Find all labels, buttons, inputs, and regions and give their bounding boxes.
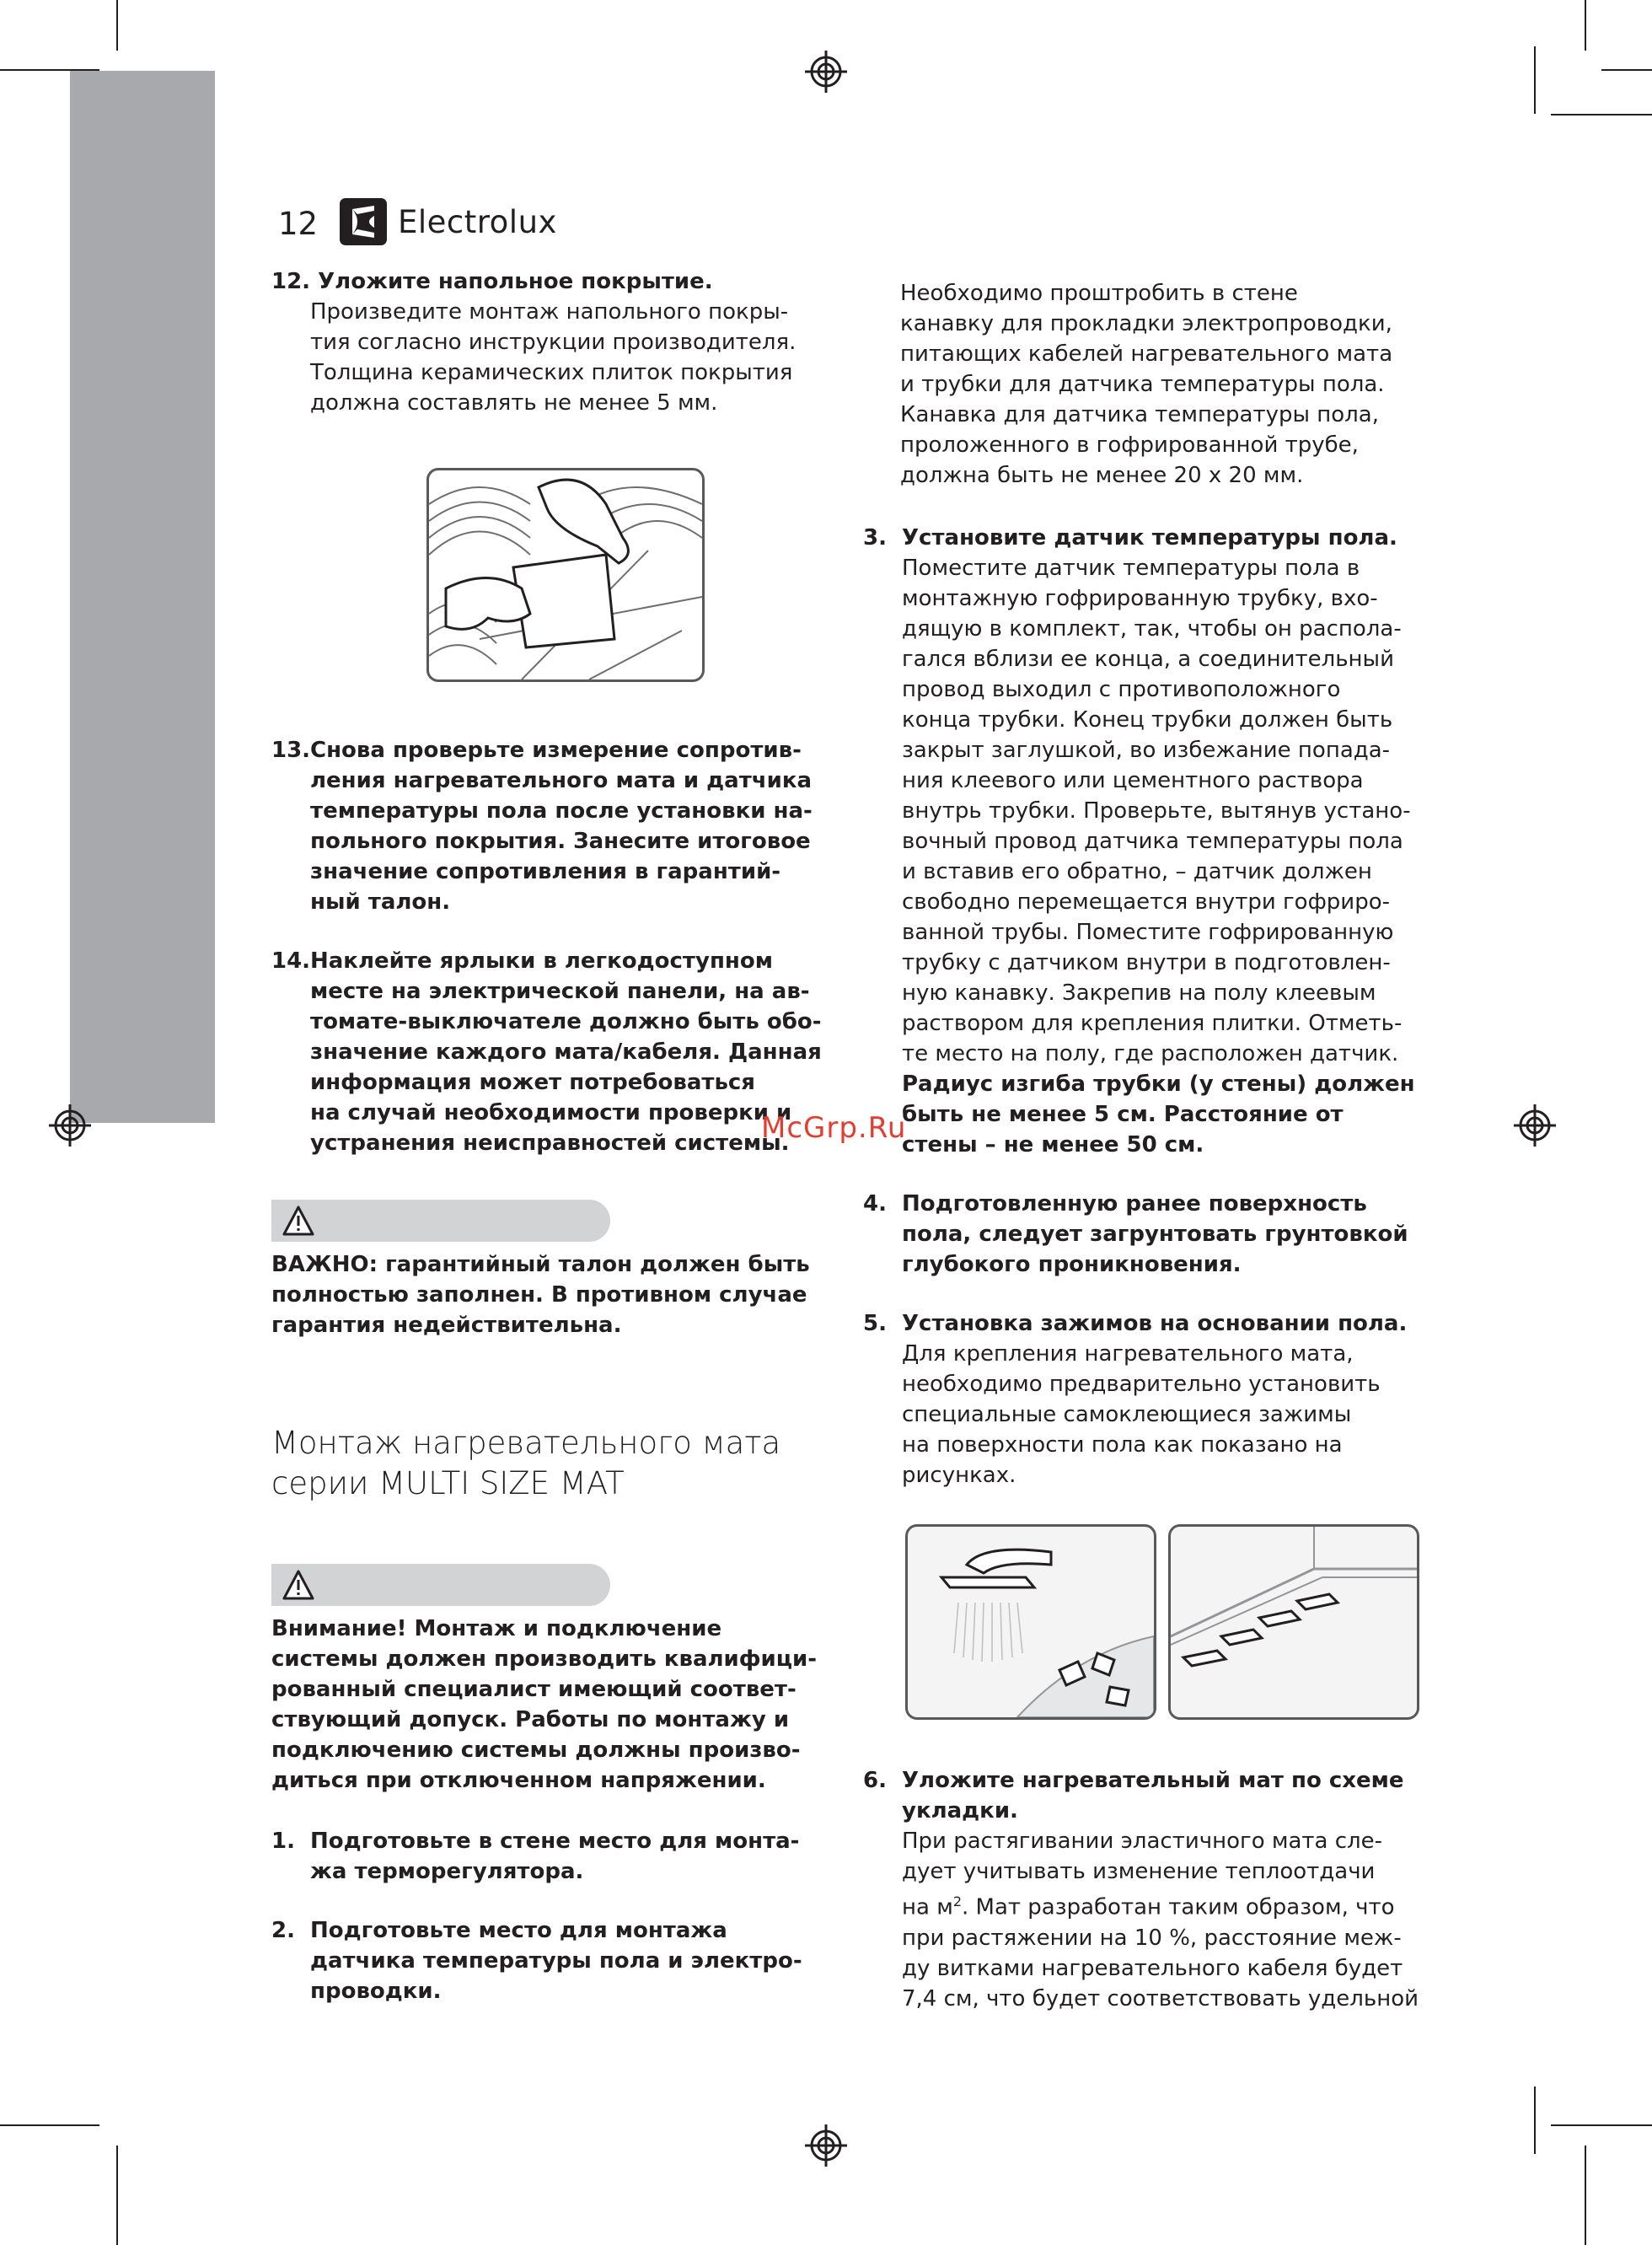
text-line: значение каждого мата/кабеля. Данная [310,1039,822,1065]
step-title: Уложите напольное покрытие. [318,269,713,294]
text-line: тия согласно инструкции производителя. [310,330,796,355]
crop-mark [116,0,118,51]
text-line: ную канавку. Закрепив на полу клеевым [902,980,1376,1006]
registration-mark-icon [805,51,847,93]
text-line: и вставив его обратно, – датчик должен [902,859,1372,884]
text-line: провод выходил с противоположного [902,677,1341,702]
crop-mark [116,2146,118,2245]
text-line: на поверхности пола как показано на [902,1432,1343,1458]
step-number: 6. [863,1768,887,1793]
step-14 [271,946,845,1158]
step-number: 2. [271,1918,295,1943]
electrolux-logo-icon [339,197,388,246]
text-line: Для крепления нагревательного мата, [902,1341,1354,1367]
text-line: ления нагревательного мата и датчика [310,768,813,793]
text-line: закрыт заглушкой, во избежание попада- [902,738,1391,763]
crop-mark [1601,69,1652,71]
gray-side-bar [70,71,215,1123]
clamp-placement-illustration [1168,1524,1419,1720]
warning-bar [271,1564,610,1606]
text-line [902,1887,1453,1923]
crop-mark [1551,114,1652,115]
watermark: McGrp.Ru [761,1111,907,1145]
tile-laying-illustration [426,468,705,682]
text-line: Необходимо проштробить в стене [900,281,1298,306]
registration-mark-icon [49,1104,91,1147]
clamp-peel-drawing [908,1527,1154,1717]
text-line: польного покрытия. Занесите итоговое [310,829,811,854]
step-4 [863,1189,1453,1280]
text-line: устранения неисправностей системы. [310,1131,790,1156]
crop-mark [1585,2146,1586,2245]
text-line: внутрь трубки. Проверьте, вытянув устано- [902,798,1411,824]
step-number: 1. [271,1829,295,1854]
clamp-peel-illustration [905,1524,1156,1720]
registration-mark-icon [1514,1104,1556,1147]
text-line: Произведите монтаж напольного покры- [310,299,789,325]
text-line: быть не менее 5 см. Расстояние от [902,1102,1344,1127]
text-line: пола, следует загрунтовать грунтовкой [902,1222,1408,1247]
text-line: гарантия недействительна. [271,1313,622,1338]
text-line: ния клеевого или цементного раствора [902,768,1364,793]
step-12 [271,266,845,418]
text-line: при растяжении на 10 %, расстояние меж- [902,1925,1402,1951]
qualified-installer-warning-text [271,1614,845,1796]
text-fragment: . Мат разработан таким образом, что [962,1894,1395,1920]
text-line: питающих кабелей нагревательного мата [900,341,1393,367]
text-line: датчика температуры пола и электро- [310,1948,802,1974]
text-line: должна составлять не менее 5 мм. [310,390,718,416]
text-line: информация может потребоваться [310,1070,755,1095]
text-line: проводки. [310,1979,442,2004]
text-line: температуры пола после установки на- [310,798,813,824]
step-number: 14. [271,948,311,974]
groove-intro-text [900,278,1456,491]
clamp-placement-drawing [1171,1527,1417,1717]
step-number: 12. [271,269,311,294]
step-13 [271,735,845,917]
text-line: рисунках. [902,1463,1016,1488]
text-line: значение сопротивления в гарантий- [310,859,781,884]
text-line: конца трубки. Конец трубки должен быть [902,707,1393,733]
text-line: Подготовьте место для монтажа [310,1918,727,1943]
text-line: Поместите датчик температуры пола в [902,556,1360,581]
text-line: полностью заполнен. В противном случае [271,1282,807,1308]
text-line: рованный специалист имеющий соответ- [271,1677,796,1702]
text-line: диться при отключенном напряжении. [271,1768,766,1793]
step-number: 4. [863,1191,887,1216]
crop-mark [1585,0,1586,51]
section-title [271,1423,845,1504]
text-line: канавку для прокладки электропроводки, [900,311,1392,336]
text-line: монтажную гофрированную трубку, вхо- [902,586,1378,611]
step-2 [271,1915,845,2006]
step-6 [863,1765,1453,2014]
crop-mark [1534,46,1536,114]
text-line: подключению системы должны произво- [271,1737,801,1763]
text-line: глубокого проникновения. [902,1252,1242,1277]
text-line: Канавка для датчика температуры пола, [900,402,1380,427]
text-line: проложенного в гофрированной трубе, [900,432,1359,458]
text-line: ВАЖНО: гарантийный талон должен быть [271,1252,810,1277]
text-line: необходимо предварительно установить [902,1372,1381,1397]
step-3 [863,523,1453,1160]
text-line: ванной трубы. Поместите гофрированную [902,920,1394,945]
text-fragment: на м [902,1894,953,1920]
warning-triangle-icon [282,1205,315,1237]
text-line: дящую в комплект, так, чтобы он распола- [902,616,1402,642]
text-line: свободно перемещается внутри гофриро- [902,889,1390,915]
text-line: стены – не менее 50 см. [902,1132,1204,1157]
step-number: 13. [271,738,311,763]
brand-logo [339,197,557,246]
text-line: на случай необходимости проверки и [310,1100,792,1125]
step-5 [863,1308,1453,1490]
warranty-warning-text [271,1249,845,1340]
text-line: Подготовьте в стене место для монта- [310,1829,800,1854]
step-title: Установите датчик температуры пола. [902,525,1397,551]
text-line: месте на электрической панели, на ав- [310,979,810,1004]
text-line: Наклейте ярлыки в легкодоступном [310,948,773,974]
step-title: укладки. [902,1798,1018,1823]
crop-mark [1534,2087,1536,2154]
text-line: те место на полу, где расположен датчик. [902,1041,1399,1066]
text-line: томате-выключателе должно быть обо- [310,1009,822,1034]
text-line: ствующий допуск. Работы по монтажу и [271,1707,790,1732]
brand-name: Electrolux [398,203,557,240]
crop-mark [0,69,99,71]
text-line: Подготовленную ранее поверхность [902,1191,1367,1216]
text-line: трубку с датчиком внутри в подготовлен- [902,950,1391,975]
title-line: Монтаж нагревательного мата [271,1425,781,1461]
warning-bar [271,1200,610,1242]
step-title: Установка зажимов на основании пола. [902,1311,1408,1336]
crop-mark [0,2124,99,2126]
crop-mark [1551,2124,1652,2126]
text-line: Снова проверьте измерение сопротив- [310,738,802,763]
text-line: гался вблизи ее конца, а соединительный [902,647,1394,672]
text-line: жа терморегулятора. [310,1859,584,1884]
step-number: 3. [863,525,887,551]
text-line: 7,4 см, что будет соответствовать удельной [902,1985,1419,2011]
text-line: Внимание! Монтаж и подключение [271,1616,722,1641]
text-line: раствором для крепления плитки. Отметь- [902,1011,1403,1036]
title-line: серии MULTI SIZE MAT [271,1465,625,1501]
text-line: дует учитывать изменение теплоотдачи [902,1859,1376,1884]
registration-mark-icon [805,2124,847,2167]
text-line: При растягивании эластичного мата сле- [902,1829,1383,1854]
text-line: Толщина керамических плиток покрытия [310,360,793,385]
step-title: Уложите нагревательный мат по схеме [902,1768,1404,1793]
text-line: специальные самоклеющиеся зажимы [902,1402,1352,1427]
step-number: 5. [863,1311,887,1336]
text-line: должна быть не менее 20 x 20 мм. [900,463,1304,488]
text-line: Радиус изгиба трубки (у стены) должен [902,1071,1415,1097]
step-1 [271,1826,845,1887]
text-line: и трубки для датчика температуры пола. [900,372,1385,397]
text-line: ный талон. [310,889,451,915]
text-line: системы должен производить квалифици- [271,1646,818,1672]
text-line: вочный провод датчика температуры пола [902,829,1403,854]
tile-hand-drawing [429,470,702,679]
superscript: 2 [952,1893,962,1909]
text-line: ду витками нагревательного кабеля будет [902,1955,1403,1981]
page-number: 12 [278,206,319,242]
warning-triangle-icon [282,1569,315,1601]
